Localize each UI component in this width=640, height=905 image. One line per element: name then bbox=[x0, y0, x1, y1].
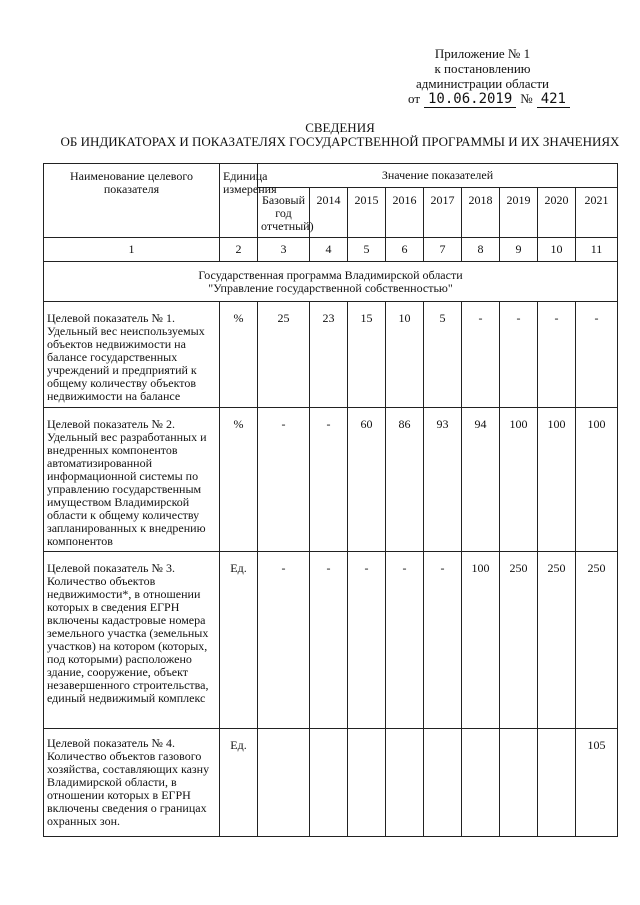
column-number: 2 bbox=[220, 238, 258, 262]
indicator-value: 10 bbox=[386, 302, 424, 408]
indicator-value: 93 bbox=[424, 408, 462, 552]
indicator-value bbox=[386, 729, 424, 837]
indicator-value: - bbox=[386, 552, 424, 729]
title-line-2: ОБ ИНДИКАТОРАХ И ПОКАЗАТЕЛЯХ ГОСУДАРСТВЕННОЙ ПРОГРАММЫ И ИХ ЗНАЧЕНИЯХ bbox=[60, 134, 620, 149]
header-year: 2017 bbox=[424, 188, 462, 238]
indicator-value: 23 bbox=[310, 302, 348, 408]
decree-number: 421 bbox=[537, 92, 570, 108]
program-row bbox=[44, 262, 618, 302]
header-year: 2020 bbox=[538, 188, 576, 238]
indicator-value: 250 bbox=[576, 552, 618, 729]
indicator-value: 100 bbox=[462, 552, 500, 729]
indicator-value bbox=[310, 729, 348, 837]
indicator-name: Целевой показатель № 1. Удельный вес неиспользуемых объектов недвижимости на балансе государственных учреждений и предприятий к общему количеству объектов недвижимости на балансе bbox=[44, 302, 220, 408]
column-number: 3 bbox=[258, 238, 310, 262]
program-title bbox=[44, 262, 618, 302]
indicator-value: - bbox=[500, 302, 538, 408]
header-base-year: Базовый год отчетный) bbox=[258, 188, 310, 238]
indicator-value: - bbox=[258, 552, 310, 729]
indicators-table bbox=[43, 163, 618, 837]
indicator-value: 100 bbox=[500, 408, 538, 552]
column-number: 10 bbox=[538, 238, 576, 262]
indicator-value: 250 bbox=[500, 552, 538, 729]
indicator-value bbox=[500, 729, 538, 837]
header-year: 2021 bbox=[576, 188, 618, 238]
indicator-name: Целевой показатель № 4. Количество объектов газового хозяйства, составляющих казну Владимирской области, в отношении которых в ЕГРН включены сведения о границах охранных зон. bbox=[44, 729, 220, 837]
column-number: 9 bbox=[500, 238, 538, 262]
number-prefix: № bbox=[520, 91, 533, 106]
indicator-value: - bbox=[258, 408, 310, 552]
table-row bbox=[44, 552, 618, 729]
appendix-line-2: к постановлению bbox=[434, 61, 531, 76]
header-year: 2015 bbox=[348, 188, 386, 238]
header-year: 2016 bbox=[386, 188, 424, 238]
decree-date: 10.06.2019 bbox=[424, 92, 516, 108]
header-year: 2014 bbox=[310, 188, 348, 238]
appendix-block bbox=[395, 46, 570, 108]
indicator-value: 86 bbox=[386, 408, 424, 552]
column-number: 8 bbox=[462, 238, 500, 262]
indicator-value: 100 bbox=[538, 408, 576, 552]
column-numbers-row bbox=[44, 238, 618, 262]
from-prefix: от bbox=[407, 91, 420, 106]
column-number: 4 bbox=[310, 238, 348, 262]
indicator-value: - bbox=[310, 408, 348, 552]
indicator-value: 105 bbox=[576, 729, 618, 837]
indicator-value: - bbox=[348, 552, 386, 729]
appendix-line-1: Приложение № 1 bbox=[434, 46, 531, 61]
column-number: 6 bbox=[386, 238, 424, 262]
header-unit: Единица измерения bbox=[220, 164, 258, 238]
program-title-line-1: Государственная программа Владимирской области bbox=[198, 267, 463, 282]
indicator-value: - bbox=[462, 302, 500, 408]
indicator-unit: % bbox=[220, 408, 258, 552]
indicator-value bbox=[348, 729, 386, 837]
table-row bbox=[44, 729, 618, 837]
header-name: Наименование целевого показателя bbox=[44, 164, 220, 238]
indicator-value: - bbox=[310, 552, 348, 729]
title-line-1: СВЕДЕНИЯ bbox=[305, 120, 375, 135]
table-row bbox=[44, 302, 618, 408]
indicator-value bbox=[462, 729, 500, 837]
indicator-value: 5 bbox=[424, 302, 462, 408]
indicator-value: - bbox=[424, 552, 462, 729]
indicator-value: 15 bbox=[348, 302, 386, 408]
table-row bbox=[44, 408, 618, 552]
header-values-group: Значение показателей bbox=[258, 164, 618, 188]
indicator-value: 100 bbox=[576, 408, 618, 552]
indicator-name: Целевой показатель № 3. Количество объектов недвижимости*, в отношении которых в сведения ЕГРН включены кадастровые номера земельного участка (земельных участков) на котором (которых, под которыми) расположено здание, сооружение, объект незавершенного строительства, единый недвижимый комплекс bbox=[44, 552, 220, 729]
column-number: 5 bbox=[348, 238, 386, 262]
appendix-reference bbox=[395, 91, 570, 108]
document-title bbox=[40, 121, 640, 149]
column-number: 1 bbox=[44, 238, 220, 262]
indicator-unit: Ед. bbox=[220, 729, 258, 837]
appendix-line-3: администрации области bbox=[416, 76, 549, 91]
indicator-value: 60 bbox=[348, 408, 386, 552]
column-number: 11 bbox=[576, 238, 618, 262]
program-title-line-2: "Управление государственной собственностью" bbox=[208, 280, 453, 295]
column-number: 7 bbox=[424, 238, 462, 262]
indicator-value bbox=[258, 729, 310, 837]
indicator-unit: % bbox=[220, 302, 258, 408]
indicator-value: 250 bbox=[538, 552, 576, 729]
header-year: 2019 bbox=[500, 188, 538, 238]
header-year: 2018 bbox=[462, 188, 500, 238]
indicator-value bbox=[424, 729, 462, 837]
indicator-value bbox=[538, 729, 576, 837]
indicator-value: - bbox=[538, 302, 576, 408]
indicator-unit: Ед. bbox=[220, 552, 258, 729]
indicator-name: Целевой показатель № 2. Удельный вес разработанных и внедренных компонентов автоматизированной информационной системы по управлению государственным имуществом Владимирской области к общему количеству запланированных к внедрению компонентов bbox=[44, 408, 220, 552]
indicator-value: - bbox=[576, 302, 618, 408]
indicator-value: 94 bbox=[462, 408, 500, 552]
indicator-value: 25 bbox=[258, 302, 310, 408]
